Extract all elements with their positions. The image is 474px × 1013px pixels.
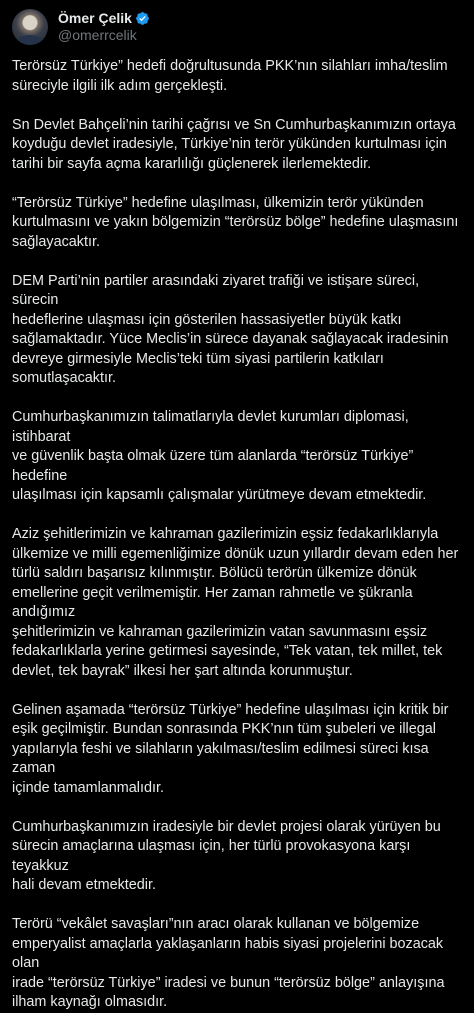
author-names: [58, 10, 150, 44]
paragraph: DEM Parti’nin partiler arasındaki ziyaret trafiği ve istişare süreci, sürecin hedeflerine ulaşması için gösterilen hassasiyetler büyük katkı sağlamaktadır. Yüce Meclis’in sürece dayanak sağlayacak iradesinin devreye girmesiyle Meclis’teki tüm siyasi partilerin katkıları somutlaşacaktır.: [12, 272, 449, 386]
tweet-text: [12, 57, 464, 1013]
verified-badge-icon: [135, 11, 150, 26]
paragraph: Sn Devlet Bahçeli’nin tarihi çağrısı ve Sn Cumhurbaşkanımızın ortaya koyduğu devlet iradesiyle, Türkiye’nin terör yükünden kurtulması için tarihi bir sayfa açma kararlılığı güçlenerek ilerlemektedir.: [12, 116, 456, 172]
handle[interactable]: @omerrcelik: [58, 27, 137, 43]
paragraph: Aziz şehitlerimizin ve kahraman gazilerimizin eşsiz fedakarlıklarıyla ülkemize ve milli egemenliğimize dönük uzun yıllardır devam eden her türlü saldırı başarısız kılınmıştır. Bölücü terörün ülkemize dönük emellerine geçit verilmemiştir. Her zaman rahmetle ve şükranla andığımız şehitlerimizin ve kahraman gazilerimizin vatan savunmasını eşsiz fedakarlıklarla yerine getirmesi sayesinde, “Tek vatan, tek millet, tek devlet, tek bayrak” ilkesi her şart altında korunmuştur.: [12, 526, 459, 679]
paragraph: Gelinen aşamada “terörsüz Türkiye” hedefine ulaşılması için kritik bir eşik geçilmiştir. Bundan sonrasında PKK’nın tüm şubeleri ve illegal yapılarıyla feshi ve silahların yakılması/teslim edilmesi süreci kısa zaman içinde tamamlanmalıdır.: [12, 701, 449, 796]
paragraph: Cumhurbaşkanımızın talimatlarıyla devlet kurumları diplomasi, istihbarat ve güvenlik başta olmak üzere tüm alanlarda “terörsüz Türkiye” hedefine ulaşılması için kapsamlı çalışmalar yürütmeye devam etmektedir.: [12, 409, 427, 503]
paragraph: Terörsüz Türkiye” hedefi doğrultusunda PKK’nın silahları imha/teslim süreciyle ilgili ilk adım gerçekleşti.: [12, 58, 448, 94]
paragraph: Cumhurbaşkanımızın iradesiyle bir devlet projesi olarak yürüyen bu sürecin amaçlarına ulaşması için, her türlü provokasyona karşı teyakkuz hali devam etmektedir.: [12, 818, 441, 893]
avatar-shoulders: [16, 35, 44, 45]
avatar[interactable]: [12, 9, 48, 45]
tweet-header: [12, 9, 462, 45]
display-name[interactable]: Ömer Çelik: [58, 10, 132, 26]
paragraph: Terörü “vekâlet savaşları”nın aracı olarak kullanan ve bölgemize emperyalist amaçlarla yaklaşanların habis siyasi projelerini bozacak olan irade “terörsüz Türkiye” iradesi ve bunun “terörsüz bölge” anlayışına ilham kaynağı olmasıdır.: [12, 916, 445, 1010]
name-row: [58, 10, 150, 27]
paragraph: “Terörsüz Türkiye” hedefine ulaşılması, ülkemizin terör yükünden kurtulmasını ve yakın bölgemizin “terörsüz bölge” hedefine ulaşmasını sağlayacaktır.: [12, 194, 459, 250]
